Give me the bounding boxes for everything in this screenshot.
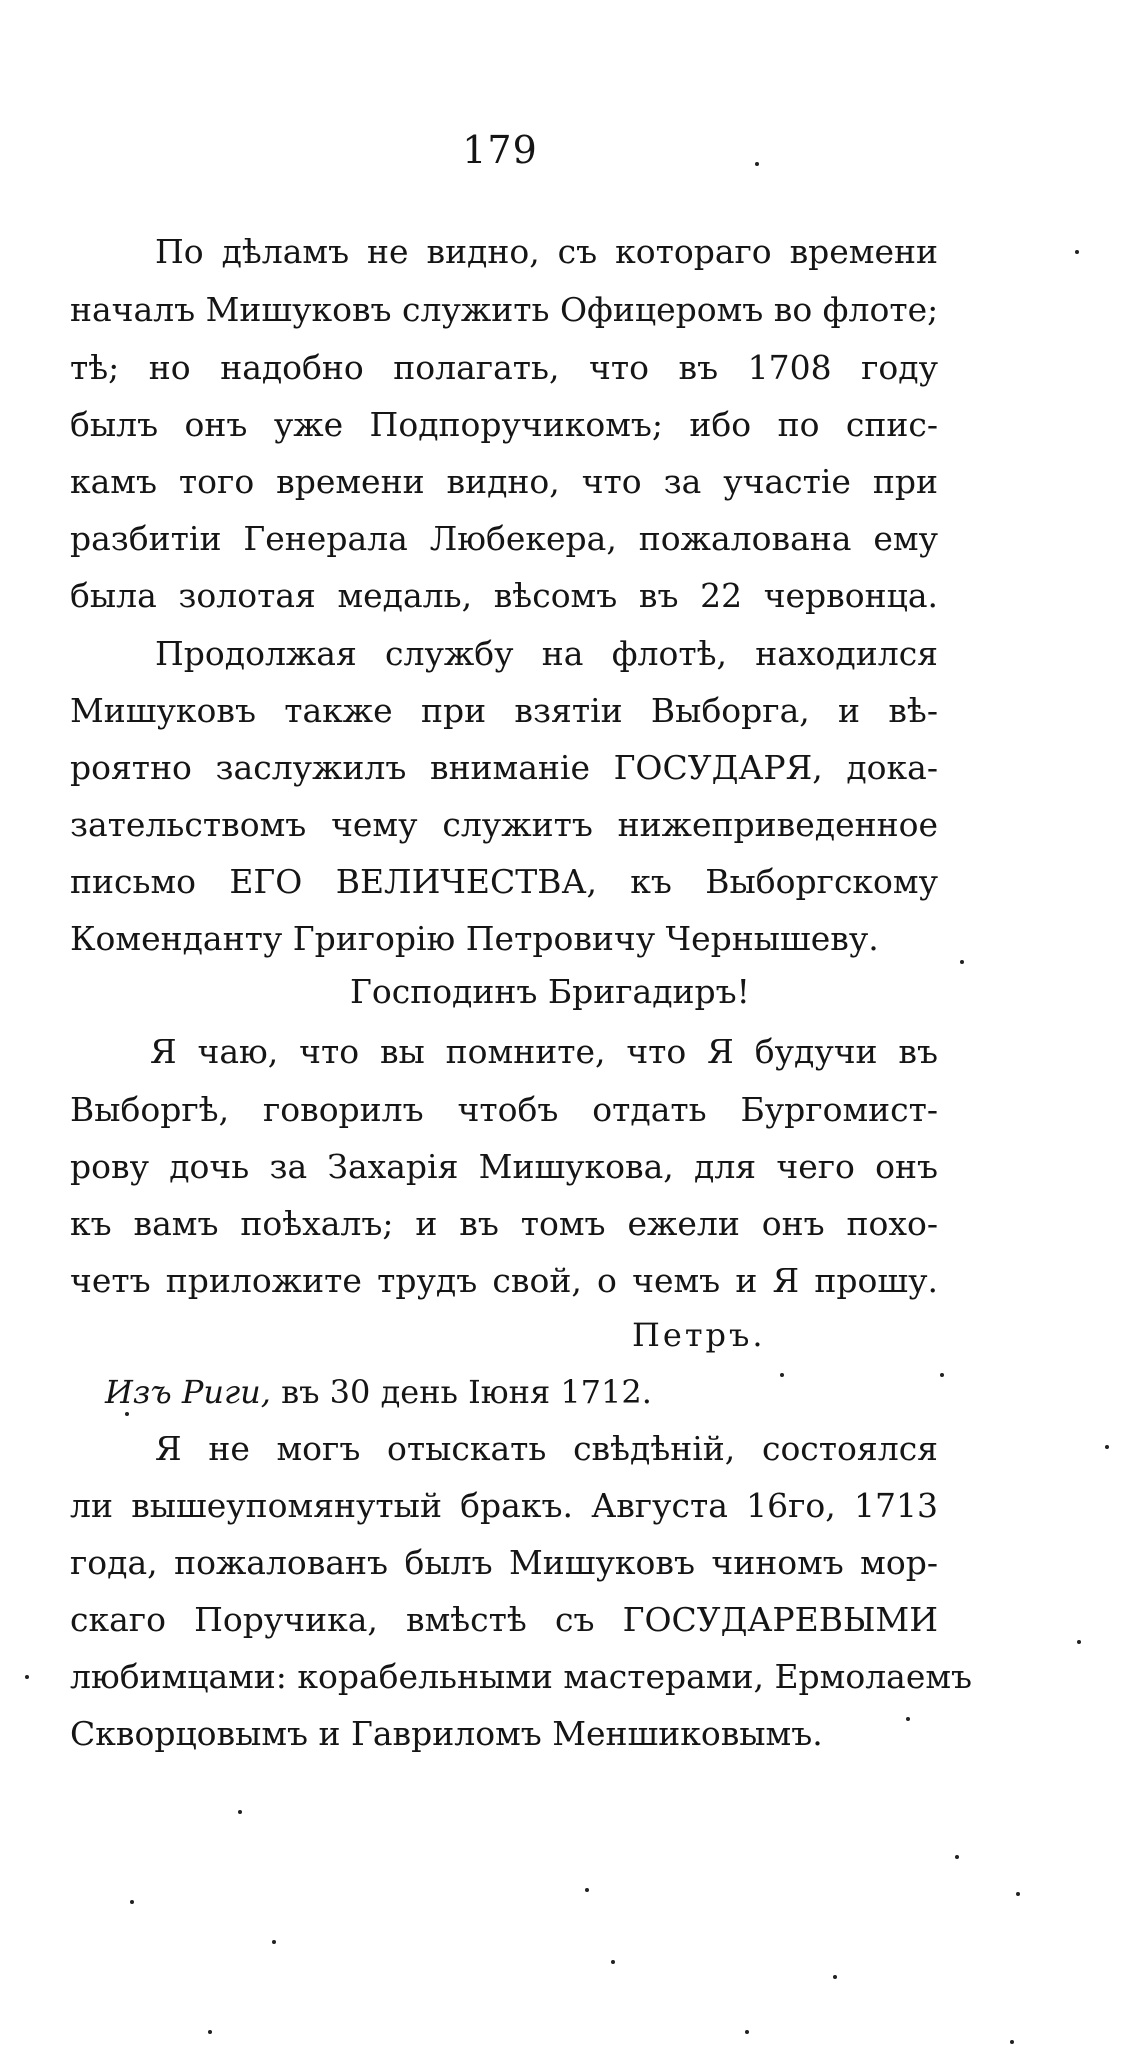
text-line: Я не могъ отыскать свѣдѣній, состоялся [155, 1429, 938, 1468]
text-line: Мишуковъ также при взятіи Выборга, и вѣ- [70, 691, 938, 730]
scan-speck [755, 162, 759, 166]
text-line: тѣ; но надобно полагать, что въ 1708 году [70, 348, 938, 387]
text-line: роятно заслужилъ вниманіе ГОСУДАРЯ, дока- [70, 748, 938, 787]
scan-speck [585, 1888, 589, 1892]
text-line: года, пожалованъ былъ Мишуковъ чиномъ мор- [70, 1543, 938, 1582]
text-line: Коменданту Григорію Петровичу Чернышеву. [70, 919, 879, 958]
page-number: 179 [462, 128, 538, 172]
scan-speck [611, 1960, 615, 1964]
scan-speck [238, 1810, 242, 1814]
letter-dateline [105, 1372, 652, 1412]
text-line: любимцами: корабельными мастерами, Ермолаемъ [70, 1657, 973, 1696]
text-line: ли вышеупомянутый бракъ. Августа 16го, 1713 [70, 1486, 938, 1525]
text-line: была золотая медаль, вѣсомъ въ 22 червонца. [70, 576, 938, 615]
letter-salutation: Господинъ Бригадиръ! [350, 972, 750, 1011]
letter-line: рову дочь за Захарія Мишукова, для чего онъ [70, 1147, 938, 1186]
scan-speck [1010, 2040, 1014, 2044]
letter-line: Я чаю, что вы помните, что Я будучи въ [150, 1032, 938, 1071]
text-line: Скворцовымъ и Гавриломъ Меншиковымъ. [70, 1714, 823, 1753]
text-line: скаго Поручика, вмѣстѣ съ ГОСУДАРЕВЫМИ [70, 1600, 938, 1639]
scan-speck [1075, 250, 1079, 254]
text-line: камъ того времени видно, что за участіе при [70, 462, 938, 501]
text-line: былъ онъ уже Подпоручикомъ; ибо по спис- [70, 405, 938, 444]
scan-speck [906, 1717, 910, 1721]
dateline-date: въ 30 день Іюня 1712. [281, 1373, 652, 1411]
scan-speck [955, 1855, 959, 1859]
scan-speck [1016, 1892, 1020, 1896]
scan-speck [25, 1675, 29, 1679]
scan-speck [780, 1373, 784, 1377]
scan-speck [960, 960, 964, 964]
letter-line: къ вамъ поѣхалъ; и въ томъ ежели онъ похо- [70, 1204, 938, 1243]
scan-speck [1105, 1445, 1109, 1449]
scan-speck [1077, 1640, 1081, 1644]
letter-line: Выборгѣ, говорилъ чтобъ отдать Бургомист- [70, 1090, 938, 1129]
letter-signature: Петръ. [632, 1316, 766, 1354]
scan-speck [125, 1412, 129, 1416]
scan-speck [130, 1900, 134, 1904]
text-line: зательствомъ чему служитъ нижеприведенное [70, 805, 938, 844]
scan-speck [208, 2030, 212, 2034]
text-line: Продолжая службу на флотѣ, находился [155, 634, 938, 673]
scan-speck [833, 1975, 837, 1979]
text-line: По дѣламъ не видно, съ котораго времени [155, 232, 938, 271]
letter-line: четъ приложите трудъ свой, о чемъ и Я прошу. [70, 1261, 938, 1300]
text-line: письмо ЕГО ВЕЛИЧЕСТВА, къ Выборгскому [70, 862, 938, 901]
scan-speck [745, 2030, 749, 2034]
text-line: разбитіи Генерала Любекера, пожалована ему [70, 519, 938, 558]
dateline-place: Изъ Риги, [105, 1373, 271, 1411]
scan-speck [940, 1373, 944, 1377]
scan-speck [272, 1940, 276, 1944]
text-line: началъ Мишуковъ служить Офицеромъ во флоте; [70, 290, 939, 329]
